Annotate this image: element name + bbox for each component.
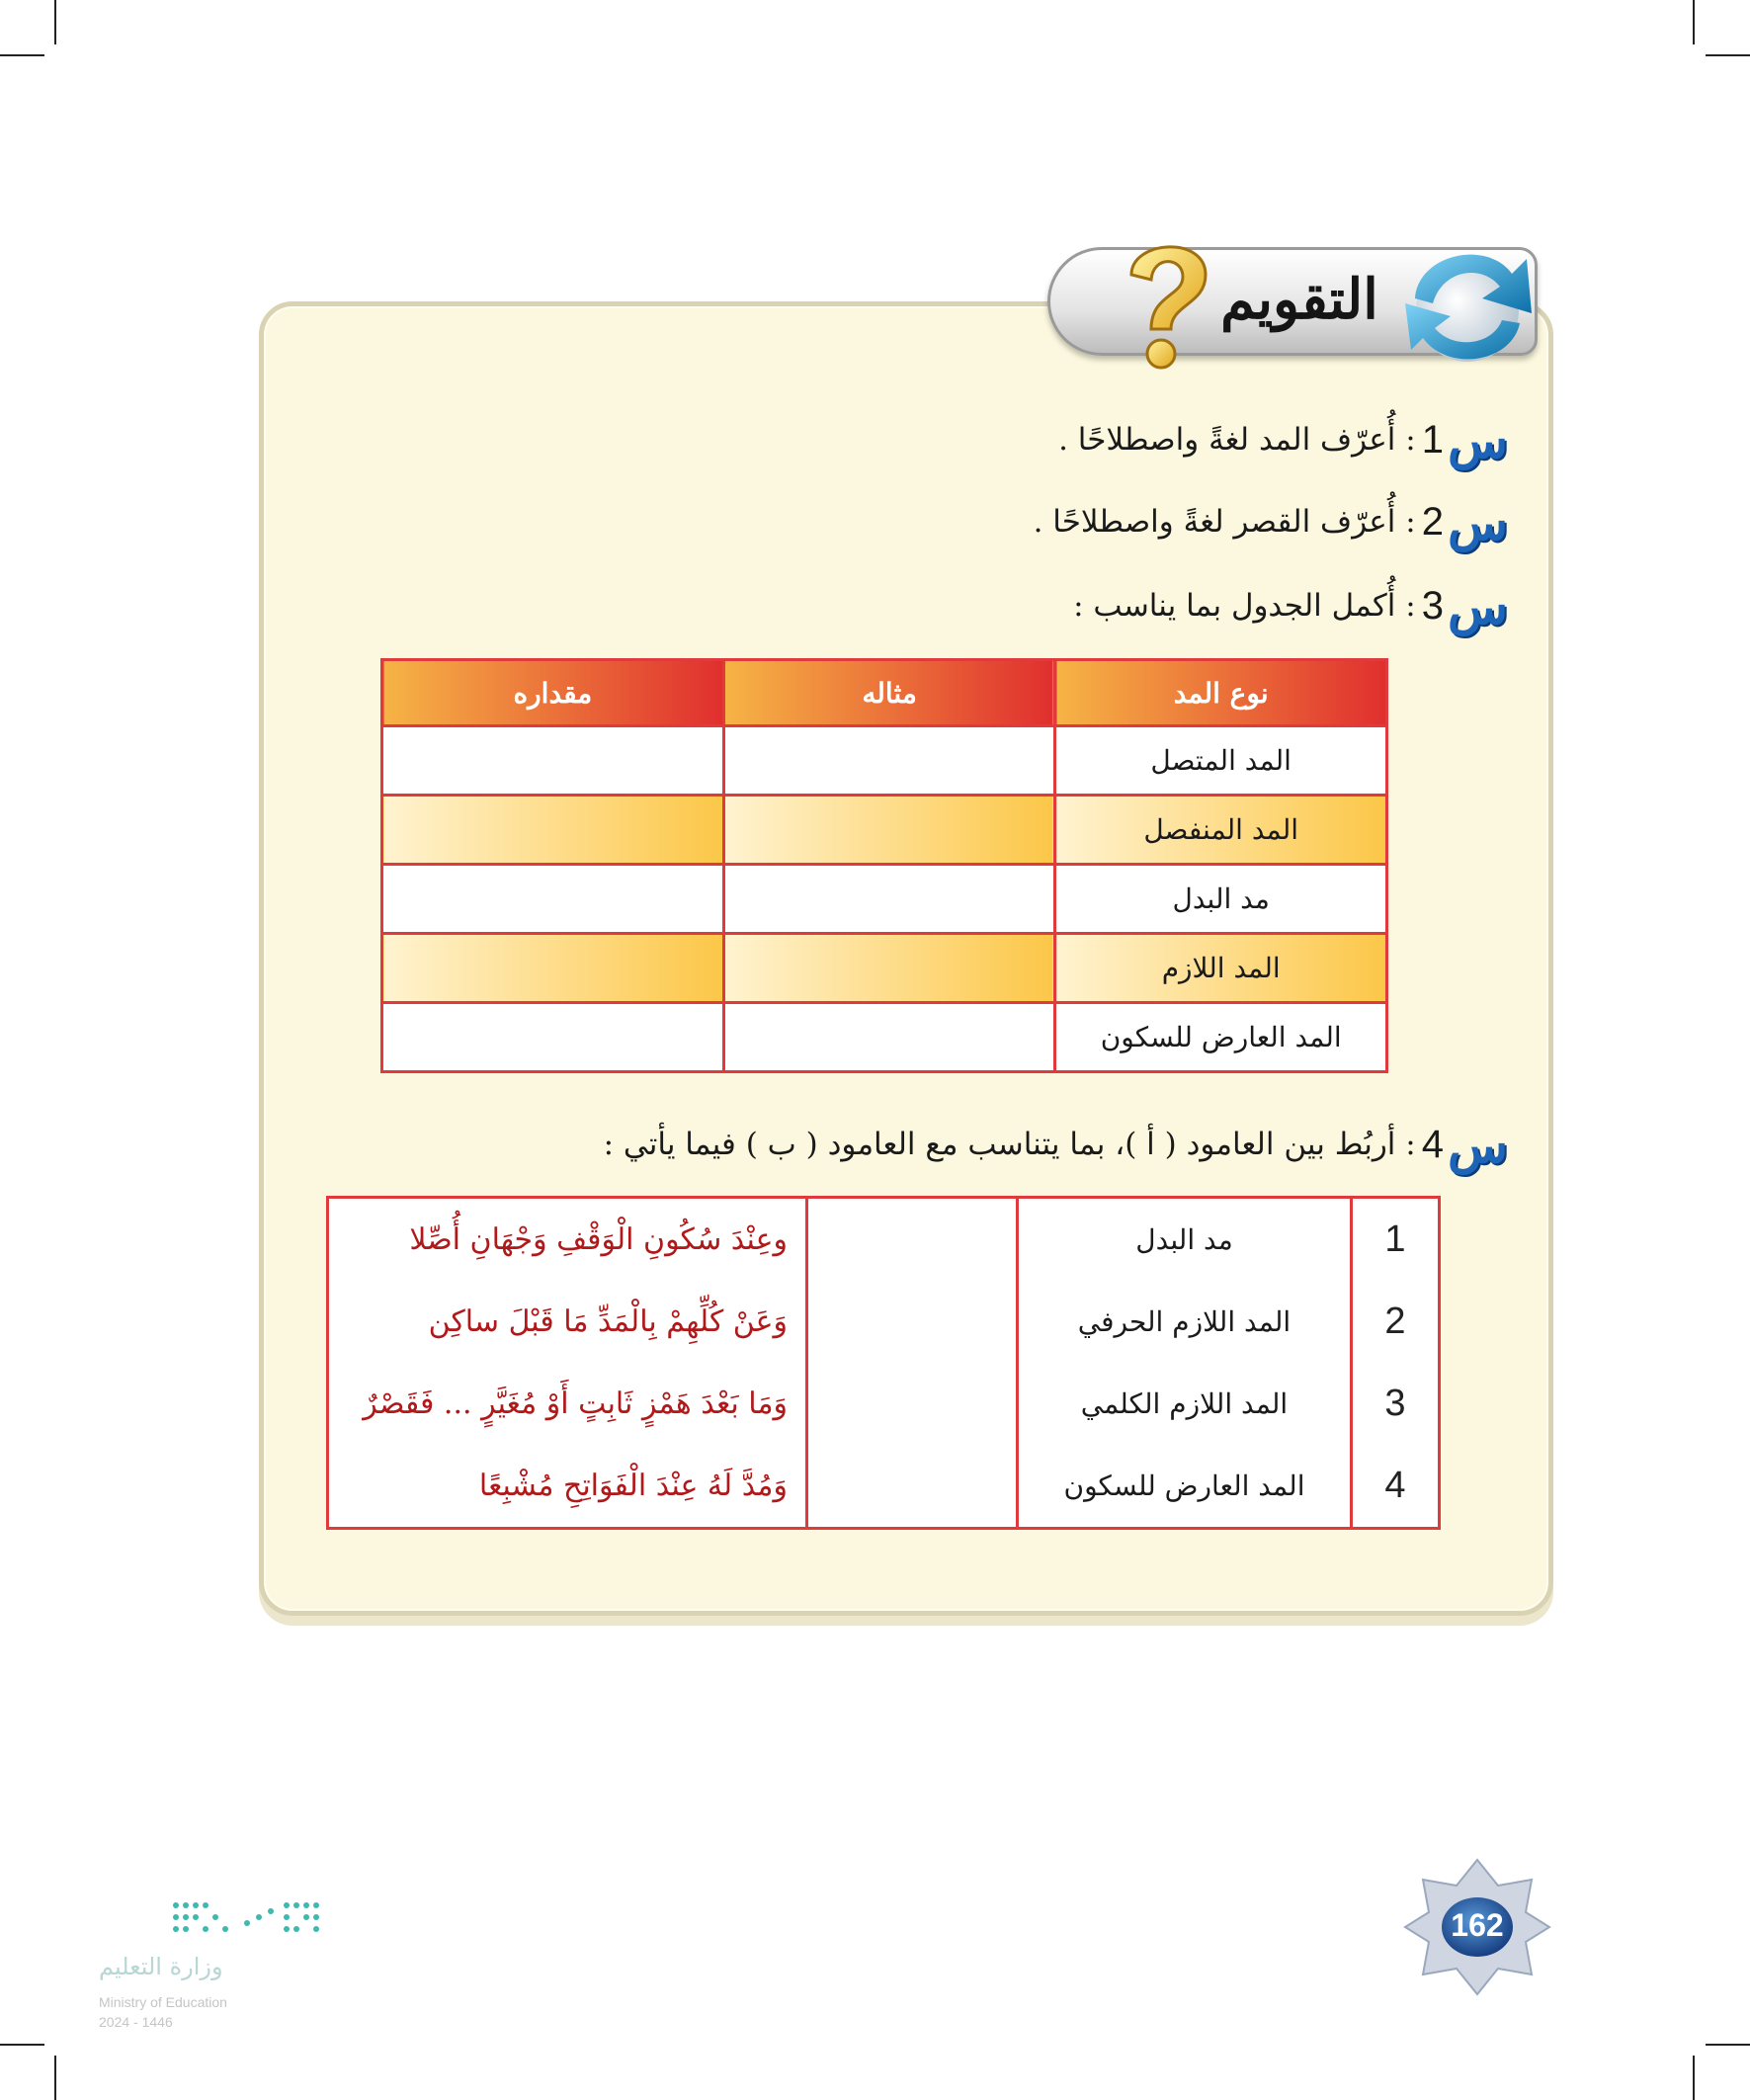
amount-answer-cell[interactable] bbox=[382, 934, 724, 1003]
table-row bbox=[328, 1281, 1440, 1363]
question-number: 4 bbox=[1421, 1122, 1444, 1166]
ministry-logo-icon bbox=[168, 1897, 326, 1943]
amount-answer-cell[interactable] bbox=[382, 796, 724, 865]
match-answer-cell[interactable] bbox=[807, 1281, 1018, 1363]
table-row bbox=[382, 726, 1387, 796]
table-row bbox=[382, 865, 1387, 934]
question-mark-glyph: س bbox=[1447, 410, 1508, 469]
match-answer-cell[interactable] bbox=[807, 1198, 1018, 1282]
amount-answer-cell[interactable] bbox=[382, 865, 724, 934]
table-row bbox=[328, 1363, 1440, 1445]
table-header-row bbox=[382, 660, 1387, 726]
crop-mark bbox=[1693, 2056, 1695, 2100]
crop-mark bbox=[0, 54, 44, 56]
question-mark-icon bbox=[1112, 235, 1220, 374]
row-number: 4 bbox=[1352, 1445, 1440, 1529]
example-answer-cell[interactable] bbox=[723, 934, 1055, 1003]
amount-answer-cell[interactable] bbox=[382, 726, 724, 796]
table-row bbox=[382, 934, 1387, 1003]
table-row bbox=[382, 1003, 1387, 1072]
header-amount: مقداره bbox=[382, 660, 724, 726]
column-b-verse: وَمُدَّ لَهُ عِنْدَ الْفَوَاتِحِ مُشْبِعًا bbox=[328, 1445, 807, 1529]
question-mark-glyph: س bbox=[1447, 1115, 1508, 1174]
example-answer-cell[interactable] bbox=[723, 1003, 1055, 1072]
crop-mark bbox=[1706, 2044, 1750, 2046]
row-number: 2 bbox=[1352, 1281, 1440, 1363]
question-text: : أُكمل الجدول بما يناسب : bbox=[1073, 588, 1416, 624]
question-text: : أربُط بين العامود ( أ )، بما يتناسب مع العامود ( ب ) فيما يأتي : bbox=[603, 1127, 1416, 1162]
table-row bbox=[328, 1445, 1440, 1529]
example-answer-cell[interactable] bbox=[723, 865, 1055, 934]
example-answer-cell[interactable] bbox=[723, 726, 1055, 796]
amount-answer-cell[interactable] bbox=[382, 1003, 724, 1072]
madd-type-cell: مد البدل bbox=[1055, 865, 1387, 934]
ministry-year: 2024 - 1446 bbox=[99, 2014, 173, 2030]
question-number: 1 bbox=[1421, 417, 1444, 462]
column-b-verse: وَعَنْ كُلِّهِمْ بِالْمَدِّ مَا قَبْلَ ساكِن bbox=[328, 1281, 807, 1363]
question-text: : أُعرّف القصر لغةً واصطلاحًا . bbox=[1033, 504, 1416, 540]
crop-mark bbox=[1693, 0, 1695, 44]
madd-type-cell: المد اللازم bbox=[1055, 934, 1387, 1003]
madd-type-cell: المد المنفصل bbox=[1055, 796, 1387, 865]
question-text: : أُعرّف المد لغةً واصطلاحًا . bbox=[1058, 422, 1416, 458]
question-4 bbox=[604, 1115, 1508, 1174]
madd-type-cell: المد المتصل bbox=[1055, 726, 1387, 796]
column-a-item: المد العارض للسكون bbox=[1018, 1445, 1352, 1529]
header-example: مثاله bbox=[723, 660, 1055, 726]
header-madd-type: نوع المد bbox=[1055, 660, 1387, 726]
crop-mark bbox=[54, 2056, 56, 2100]
ministry-name-en: Ministry of Education bbox=[99, 1994, 227, 2010]
crop-mark bbox=[0, 2044, 44, 2046]
question-1 bbox=[1058, 410, 1508, 469]
question-mark-glyph: س bbox=[1447, 576, 1508, 635]
question-number: 3 bbox=[1421, 583, 1444, 628]
madd-type-cell: المد العارض للسكون bbox=[1055, 1003, 1387, 1072]
table-row bbox=[382, 796, 1387, 865]
column-a-item: المد اللازم الحرفي bbox=[1018, 1281, 1352, 1363]
question-2 bbox=[1034, 492, 1508, 551]
example-answer-cell[interactable] bbox=[723, 796, 1055, 865]
column-a-item: مد البدل bbox=[1018, 1198, 1352, 1282]
crop-mark bbox=[1706, 54, 1750, 56]
refresh-arrow-icon bbox=[1393, 229, 1542, 373]
row-number: 3 bbox=[1352, 1363, 1440, 1445]
question-number: 2 bbox=[1421, 499, 1444, 544]
table-row bbox=[328, 1198, 1440, 1282]
question-mark-glyph: س bbox=[1447, 492, 1508, 551]
question-3 bbox=[1073, 576, 1508, 635]
madd-types-table bbox=[380, 658, 1388, 1073]
match-answer-cell[interactable] bbox=[807, 1445, 1018, 1529]
row-number: 1 bbox=[1352, 1198, 1440, 1282]
column-a-item: المد اللازم الكلمي bbox=[1018, 1363, 1352, 1445]
section-title: التقويم bbox=[1220, 267, 1378, 332]
page-number: 162 bbox=[1451, 1907, 1504, 1943]
ministry-name-ar: وزارة التعليم bbox=[99, 1953, 223, 1980]
column-b-verse: وَمَا بَعْدَ هَمْزٍ ثَابِتٍ أَوْ مُغَيَّرٍ ... فَقَصْرٌ bbox=[328, 1363, 807, 1445]
column-b-verse: وعِنْدَ سُكُونِ الْوَقْفِ وَجْهَانِ أُصِّلا bbox=[328, 1198, 807, 1282]
matching-table bbox=[326, 1196, 1441, 1530]
crop-mark bbox=[54, 0, 56, 44]
match-answer-cell[interactable] bbox=[807, 1363, 1018, 1445]
